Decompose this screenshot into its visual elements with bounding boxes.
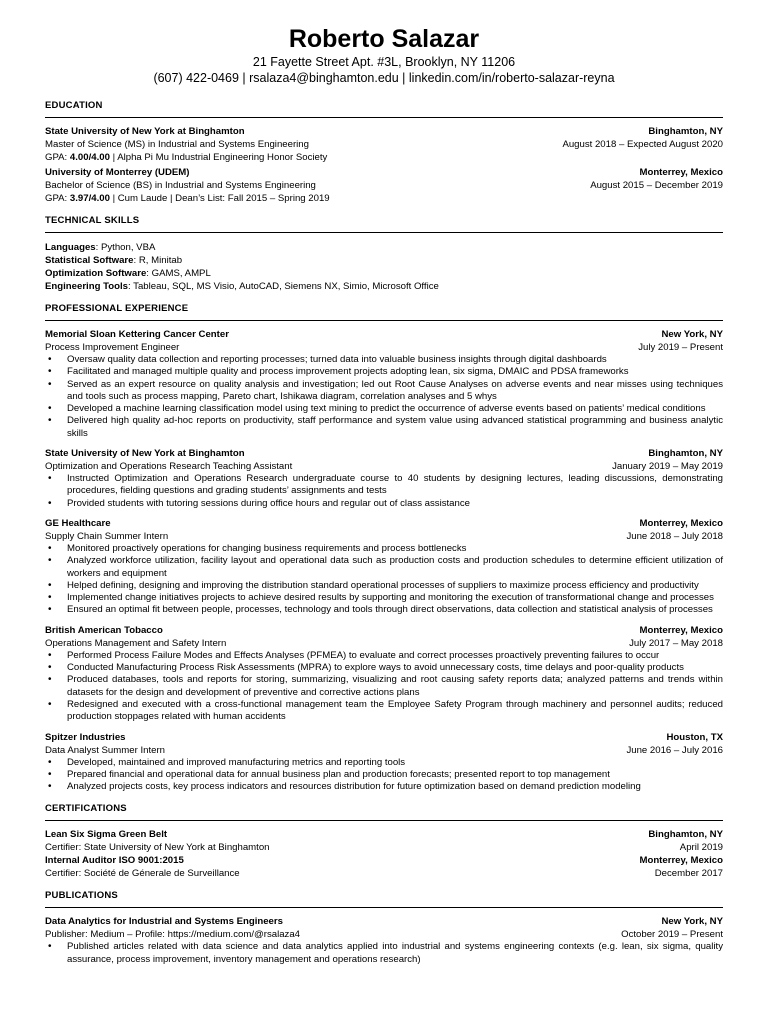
bullet-list <box>45 941 723 966</box>
skill-item: Statistical Software: R, Minitab <box>45 255 183 266</box>
publication-location: New York, NY <box>661 916 723 928</box>
bullet-item: • Delivered high quality ad-hoc reports on productivity, staff performance and system value using advanced statistical programming and business analytic skills <box>45 415 723 440</box>
section-title-skills: TECHNICAL SKILLS <box>45 215 723 233</box>
bullet-item: • Helped defining, designing and improving the distribution standard operational processes of suppliers to maximize process efficiency and productivity <box>45 580 723 592</box>
bullet-item: • Analyzed workforce utilization, facility layout and operational data such as production costs and production schedules to determine efficient utilization of workers and equipment <box>45 555 723 580</box>
publication-dates: October 2019 – Present <box>621 929 723 941</box>
section-title-certifications: CERTIFICATIONS <box>45 803 723 821</box>
employer: British American Tobacco <box>45 624 163 636</box>
degree: Bachelor of Science (BS) in Industrial and Systems Engineering <box>45 180 316 191</box>
skill-item: Optimization Software: GAMS, AMPL <box>45 268 211 279</box>
publication-entry <box>45 915 723 966</box>
candidate-name: Roberto Salazar <box>288 25 480 53</box>
bullet-item: • Ensured an optimal fit between people, processes, technology and tools through direct observations, data collection and statistical analysis of processes <box>45 604 723 616</box>
skill-item: Languages: Python, VBA <box>45 242 156 253</box>
job-title: Optimization and Operations Research Teaching Assistant <box>45 461 293 473</box>
job-title: Supply Chain Summer Intern <box>45 530 169 542</box>
bullet-item: • Provided students with tutoring sessions during office hours and regular out of class assistance <box>45 498 723 510</box>
skill-item: Engineering Tools: Tableau, SQL, MS Visio, AutoCAD, Siemens NX, Simio, Microsoft Office <box>45 281 439 292</box>
section-title-education: EDUCATION <box>45 100 723 118</box>
education-dates: August 2018 – Expected August 2020 <box>562 139 723 150</box>
job-dates: June 2016 – July 2016 <box>626 744 723 756</box>
certification-location: Binghamton, NY <box>648 829 723 841</box>
certification-entry <box>45 828 723 854</box>
bullet-list <box>45 354 723 440</box>
degree: Master of Science (MS) in Industrial and Systems Engineering <box>45 139 309 150</box>
bullet-item: • Performed Process Failure Modes and Effects Analyses (PFMEA) to evaluate and correct processes proactively preventing failures to occur <box>45 650 723 662</box>
certification-name: Lean Six Sigma Green Belt <box>45 829 168 841</box>
bullet-list <box>45 473 723 510</box>
bullet-item: • Redesigned and executed with a cross-functional management team the Employee Safety Program through machinery and personnel audits; reduced production stoppages related with human accidents <box>45 699 723 724</box>
skills-list <box>45 241 723 293</box>
experience-entry <box>45 731 723 794</box>
experience-entry <box>45 517 723 617</box>
bullet-item: • Produced databases, tools and reports for storing, summarizing, visualizing and root causing safety reports data; analyzed patterns and trends within datasets for the design and development of preventive and corrective actions plans <box>45 674 723 699</box>
experience-entry <box>45 447 723 510</box>
bullet-item: • Prepared financial and operational data for annual business plan and production forecasts; presented report to top management <box>45 769 723 781</box>
experience-entry <box>45 328 723 440</box>
bullet-item: • Implemented change initiatives projects to achieve desired results by supporting and monitoring the execution of transformational change and processes <box>45 592 723 604</box>
school-name: University of Monterrey (UDEM) <box>45 167 190 178</box>
bullet-item: • Facilitated and managed multiple quality and process improvement projects adopting lean, six sigma, DMAIC and PDSA frameworks <box>45 366 723 378</box>
bullet-item: • Conducted Manufacturing Process Risk Assessments (MPRA) to explore ways to avoid unnecessary costs, time delays and poor-quality products <box>45 662 723 674</box>
bullet-list <box>45 543 723 617</box>
section-title-publications: PUBLICATIONS <box>45 890 723 908</box>
certification-entry <box>45 854 723 880</box>
job-dates: January 2019 – May 2019 <box>612 461 723 473</box>
bullet-item: • Developed a machine learning classification model using text mining to predict the occurrence of adverse events based on patients’ medical conditions <box>45 403 723 415</box>
education-list <box>45 125 723 205</box>
bullet-item: • Served as an expert resource on quality analysis and investigation; led out Root Cause Analyses on adverse events and near misses using techniques and tools such as process mapping, Pareto chart, Ishikawa diagram, correlation analyses and 5 whys <box>45 379 723 404</box>
experience-entry <box>45 624 723 724</box>
certification-name: Internal Auditor ISO 9001:2015 <box>45 855 184 867</box>
bullet-item: • Oversaw quality data collection and reporting processes; turned data into valuable business insights through digital dashboards <box>45 354 723 366</box>
publisher: Publisher: Medium – Profile: https://medium.com/@rsalaza4 <box>45 929 301 941</box>
bullet-item: • Analyzed projects costs, key process indicators and resources distribution for future optimization based on demand prediction modeling <box>45 781 723 793</box>
certifier: Certifier: State University of New York at Binghamton <box>45 842 270 854</box>
bullet-item: • Published articles related with data science and data analytics applied into industrial and systems engineering contexts (e.g. lean, six sigma, quality assurance, process improvement, inventory management and operations research) <box>45 941 723 966</box>
education-entry <box>45 125 723 164</box>
job-title: Data Analyst Summer Intern <box>45 744 165 756</box>
employer-location: Monterrey, Mexico <box>639 517 723 529</box>
school-location: Monterrey, Mexico <box>639 167 723 178</box>
school-name: State University of New York at Binghamton <box>45 126 245 137</box>
contact-line: (607) 422-0469 | rsalaza4@binghamton.edu | linkedin.com/in/roberto-salazar-reyna <box>153 71 615 85</box>
publication-name: Data Analytics for Industrial and Systems Engineers <box>45 916 283 928</box>
job-title: Process Improvement Engineer <box>45 342 180 353</box>
bullet-item: • Monitored proactively operations for changing business requirements and process bottlenecks <box>45 543 723 555</box>
gpa-line: GPA: 3.97/4.00 | Cum Laude | Dean’s List: Fall 2015 – Spring 2019 <box>45 193 330 204</box>
certification-location: Monterrey, Mexico <box>639 855 723 867</box>
job-dates: July 2017 – May 2018 <box>629 637 723 649</box>
employer-location: Houston, TX <box>666 731 723 743</box>
employer: State University of New York at Binghamton <box>45 448 245 460</box>
address: 21 Fayette Street Apt. #3L, Brooklyn, NY 11206 <box>252 55 516 69</box>
job-title: Operations Management and Safety Intern <box>45 637 227 649</box>
certification-date: December 2017 <box>654 868 723 880</box>
education-dates: August 2015 – December 2019 <box>590 180 723 191</box>
gpa-line: GPA: 4.00/4.00 | Alpha Pi Mu Industrial Engineering Honor Society <box>45 152 328 163</box>
bullet-item: • Developed, maintained and improved manufacturing metrics and reporting tools <box>45 757 723 769</box>
school-location: Binghamton, NY <box>648 126 723 137</box>
section-title-experience: PROFESSIONAL EXPERIENCE <box>45 303 723 321</box>
education-entry <box>45 166 723 205</box>
bullet-list <box>45 650 723 724</box>
employer-location: Monterrey, Mexico <box>639 624 723 636</box>
bullet-item: • Instructed Optimization and Operations Research undergraduate course to 40 students by designing lectures, leading discussions, demonstrating procedures, fielding questions and grading students’ assignments and tests <box>45 473 723 498</box>
employer-location: New York, NY <box>661 329 723 340</box>
employer: GE Healthcare <box>45 517 111 529</box>
employer: Memorial Sloan Kettering Cancer Center <box>45 329 229 340</box>
job-dates: June 2018 – July 2018 <box>626 530 723 542</box>
certification-date: April 2019 <box>679 842 723 854</box>
employer-location: Binghamton, NY <box>648 448 723 460</box>
employer: Spitzer Industries <box>45 731 126 743</box>
job-dates: July 2019 – Present <box>638 342 723 353</box>
bullet-list <box>45 757 723 794</box>
certifier: Certifier: Société de Génerale de Surveillance <box>45 868 240 880</box>
